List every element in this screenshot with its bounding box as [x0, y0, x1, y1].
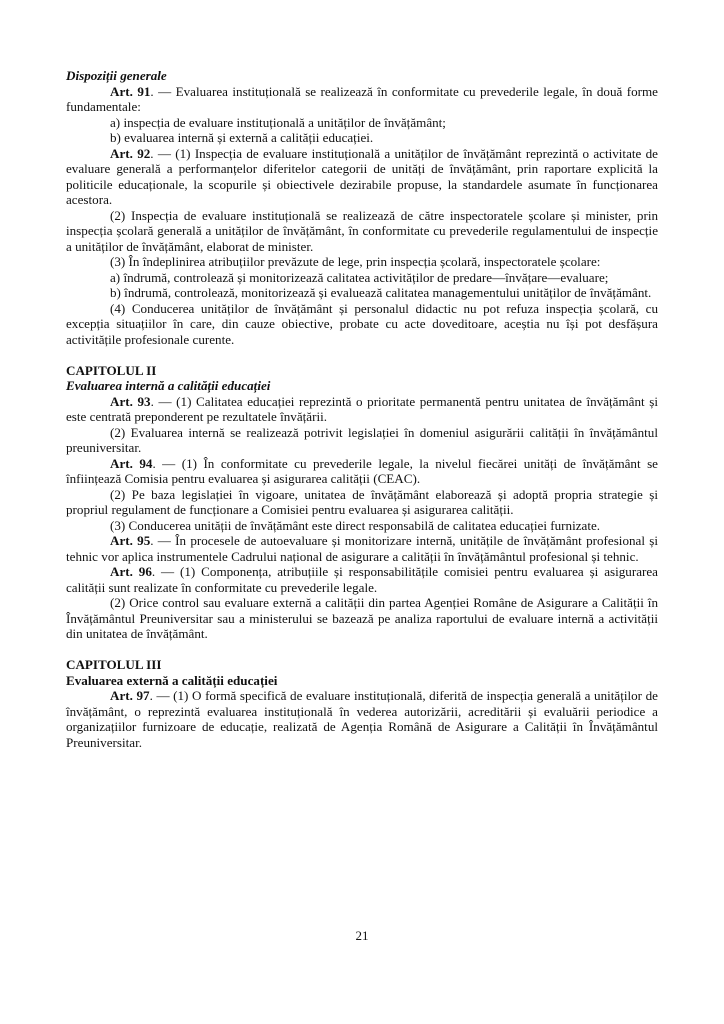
art-92-text-1: . — (1) Inspecția de evaluare instituțională a unităților de învățământ reprezintă o activitate de evaluare generală a performanțelor diferitelor categorii de unități de învățământ, prin raportare explicită la politicile educaționale, la scopurile și obiectivele dezirabile propuse, la standardele asumate în funcționarea acestora.: [66, 145, 658, 207]
art-93-para-2: (2) Evaluarea internă se realizează potrivit legislației în domeniul asigurării calității în învățământul preuniversitar.: [66, 424, 658, 455]
art-92-label: Art. 92: [110, 145, 151, 161]
art-96-para-1: [66, 564, 658, 595]
chapter-3-title: CAPITOLUL III: [66, 657, 162, 672]
art-94-para-1: [66, 456, 658, 487]
art-97-text-1: . — (1) O formă specifică de evaluare instituțională, diferită de inspecția generală a unităților de învățământ, o reprezintă evaluarea instituțională în vederea autorizării, acreditării și evaluării periodice a organizațiilor furnizoare de educație, realizată de Agenția Română de Asigurare a Calității în Învățământul Preuniversitar.: [66, 688, 658, 750]
page-number: 21: [355, 928, 369, 943]
art-93-para-1: [66, 394, 658, 425]
art-94-label: Art. 94: [110, 455, 153, 471]
art-95-text-1: . — În procesele de autoevaluare și monitorizare internă, unitățile de învățământ profesional și tehnic vor aplica instrumentele Cadrului național de asigurare a calității în învățământul profesional și tehnic.: [66, 533, 658, 564]
art-91-item-a: a) inspecția de evaluare instituțională a unităților de învățământ;: [110, 114, 446, 130]
art-92-para-1: [66, 146, 658, 208]
chapter-2-subtitle: Evaluarea internă a calității educației: [66, 378, 271, 393]
art-92-para-3: (3) În îndeplinirea atribuțiilor prevăzute de lege, prin inspecția școlară, inspectoratele școlare:: [110, 254, 601, 269]
art-94-text-1: . — (1) În conformitate cu prevederile legale, la nivelul fiecărei unități de învățământ se înființează Comisia pentru evaluarea și asigurarea calității (CEAC).: [66, 455, 658, 486]
chapter-2-title: CAPITOLUL II: [66, 362, 157, 378]
art-91-item-b: b) evaluarea internă și externă a calității educației.: [110, 130, 374, 145]
art-91-intro: [66, 84, 658, 115]
chapter-3-subtitle: Evaluarea externă a calității educației: [66, 672, 278, 688]
art-97-label: Art. 97: [110, 688, 150, 703]
art-96-text-1: . — (1) Componența, atribuțiile și responsabilitățile comisiei pentru evaluarea și asigurarea calității sunt realizate în conformitate cu prevederile legale.: [66, 564, 658, 595]
art-93-text-1: . — (1) Calitatea educației reprezintă o prioritate permanentă pentru unitatea de învățământ și este centrată preponderent pe rezultatele învățării.: [66, 393, 658, 424]
art-92-item-a: a) îndrumă, controlează și monitorizează calitatea activităților de predare—învățare—evaluare;: [110, 269, 609, 285]
art-96-para-2: (2) Orice control sau evaluare externă a calității din partea Agenției Române de Asigurare a Calității în Învățământul Preuniversitar sau a ministerului se bazează pe analiza raportului de evaluare internă a activității din unitatea de învățământ.: [66, 595, 658, 641]
art-97-para-1: [66, 688, 658, 750]
art-91-text: . — Evaluarea instituțională se realizează în conformitate cu prevederile legale, în două forme fundamentale:: [66, 83, 658, 114]
art-95-label: Art. 95: [110, 533, 151, 548]
art-93-label: Art. 93: [110, 393, 151, 409]
section-heading-general-provisions: Dispoziții generale: [66, 68, 167, 83]
art-94-para-3: (3) Conducerea unității de învățământ este direct responsabilă de calitatea educației furnizate.: [110, 517, 601, 533]
art-92-para-2: (2) Inspecția de evaluare instituțională se realizează de către inspectoratele școlare și minister, prin inspecția școlară generală a unităților de învățământ, în conformitate cu prevederile regulamentului de inspecție a unităților de învățământ, elaborat de minister.: [66, 207, 658, 254]
art-95-para-1: [66, 533, 658, 564]
art-96-label: Art. 96: [110, 564, 152, 579]
art-92-para-4: (4) Conducerea unităților de învățământ și personalul didactic nu pot refuza inspecția școlară, cu excepția situațiilor în care, din cauze obiective, probate cu acte doveditoare, aceștia nu își pot desfășura activitățile profesionale curente.: [66, 300, 658, 347]
art-91-label: Art. 91: [110, 83, 151, 99]
art-94-para-2: (2) Pe baza legislației în vigoare, unitatea de învățământ elaborează și adoptă propria strategie și propriul regulament de funcționare a Comisiei pentru evaluarea și asigurarea calității.: [66, 486, 658, 517]
document-page: [66, 68, 658, 750]
art-92-item-b: b) îndrumă, controlează, monitorizează și evaluează calitatea managementului unităților de învățământ.: [110, 285, 652, 300]
